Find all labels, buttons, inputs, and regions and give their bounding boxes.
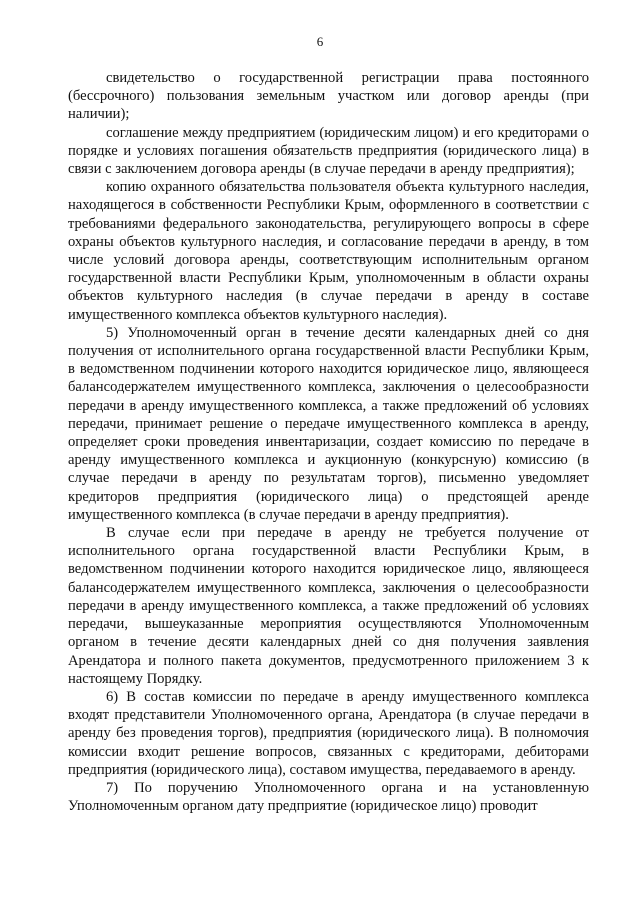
page-number: 6 xyxy=(316,34,324,49)
paragraph-no-conclusion-case: В случае если при передаче в аренду не требуется получение от исполнительного органа государственной власти Республики Крым, в ведомственном подчинении которого находится юридическое лицо, являющееся балансодержателем имущественного комплекса, заключения о целесообразности передачи в аренду имущественного комплекса, а также предложений об условиях передачи, вышеуказанные мероприятия осуществляются Уполномоченным органом в течение десяти календарных дней со дня получения заявления Арендатора и полного пакета документов, предусмотренного приложением 3 к настоящему Порядку. xyxy=(68,525,589,687)
paragraph-state-registration: свидетельство о государственной регистрации права постоянного (бессрочного) пользования земельным участком или договор аренды (при наличии); xyxy=(68,70,589,123)
paragraph-item-5: 5) Уполномоченный орган в течение десяти календарных дней со дня получения от исполнительного органа государственной власти Республики Крым, в ведомственном подчинении которого находится юридическое лицо, являющееся балансодержателем имущественного комплекса, заключения о целесообразности передачи в аренду имущественного комплекса, а также предложений об условиях передачи, принимает решение о передаче имущественного комплекса в аренду, определяет сроки проведения инвентаризации, создает комиссию по передаче в аренду имущественного комплекса и аукционную (конкурсную) комиссию (в случае передачи в аренду по результатам торгов), письменно уведомляет кредиторов предприятия (юридического лица) о предстоящей аренде имущественного комплекса (в случае передачи в аренду предприятия). xyxy=(68,324,589,523)
paragraph-item-7: 7) По поручению Уполномоченного органа и на установленную Уполномоченным органом дату предприятие (юридическое лицо) проводит xyxy=(68,779,589,815)
document-body xyxy=(68,69,589,815)
paragraph-creditors-agreement: соглашение между предприятием (юридическим лицом) и его кредиторами о порядке и условиях погашения обязательств предприятия (юридического лица) в связи с заключением договора аренды (в случае передачи в аренду предприятия); xyxy=(68,124,589,178)
paragraph-cultural-heritage-obligation: копию охранного обязательства пользователя объекта культурного наследия, находящегося в собственности Республики Крым, оформленного в соответствии с требованиями федерального законодательства, регулирующего вопросы в сфере охраны объектов культурного наследия, и согласование передачи в аренду, в том числе условий договора аренды, соответствующим исполнительным органом государственной власти Республики Крым, уполномоченным в области охраны объектов культурного наследия (в случае передачи в аренду в составе имущественного комплекса объектов культурного наследия). xyxy=(68,179,589,323)
paragraph-item-6: 6) В состав комиссии по передаче в аренду имущественного комплекса входят представители Уполномоченного органа, Арендатора (в случае передачи в аренду без проведения торгов), предприятия (юридического лица). В полномочия комиссии входит решение вопросов, связанных с кредиторами, дебиторами предприятия (юридического лица), составом имущества, передаваемого в аренду. xyxy=(68,688,589,778)
